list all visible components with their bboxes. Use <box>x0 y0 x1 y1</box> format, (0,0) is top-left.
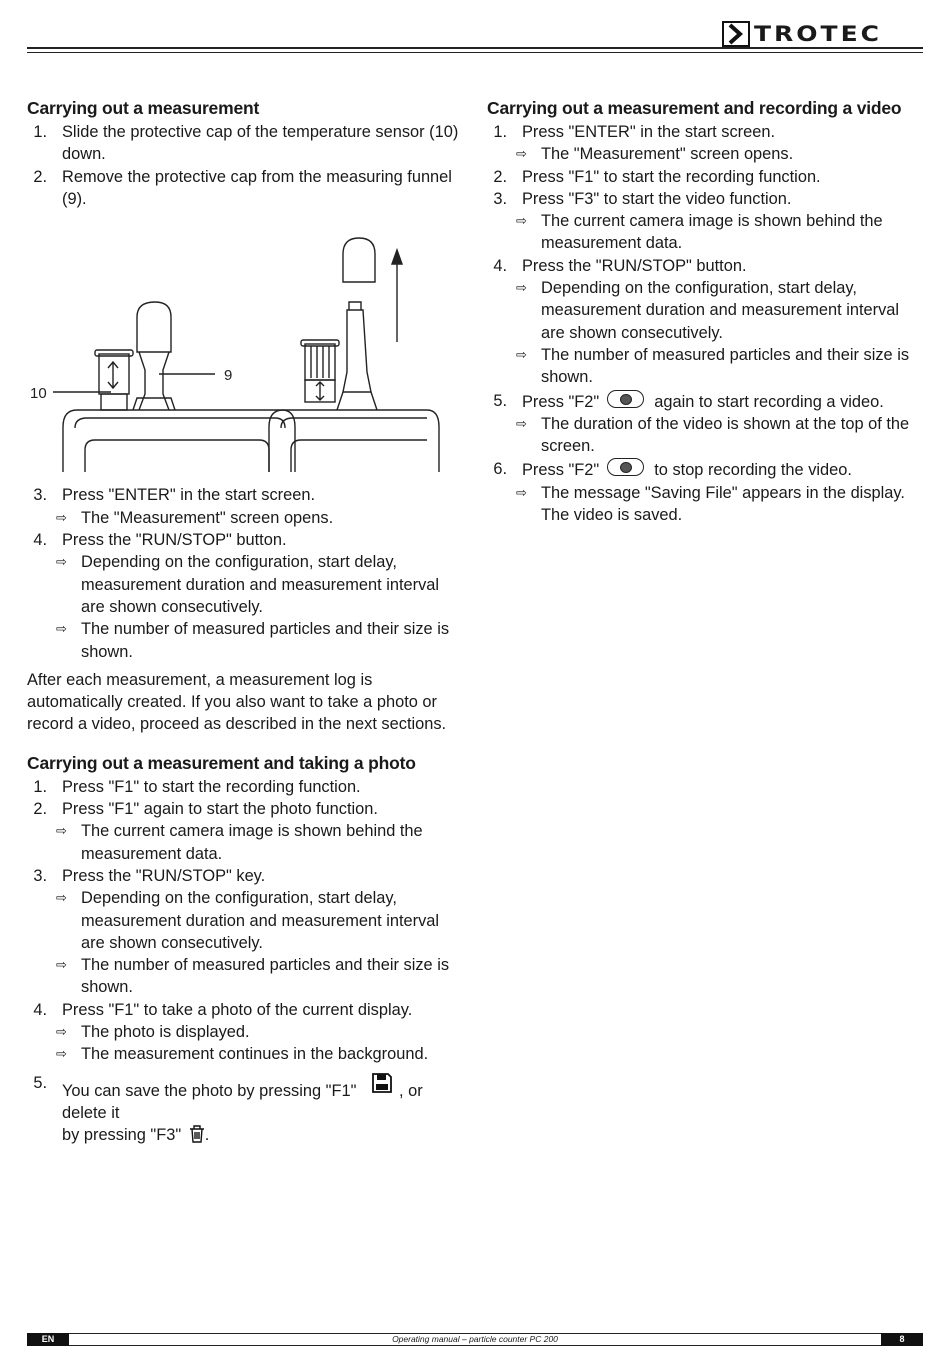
step-number: 4. <box>33 1000 47 1019</box>
arrow-right-outline-icon: ⇨ <box>516 146 527 162</box>
step-text-part: . <box>204 1126 210 1145</box>
result-text: Depending on the configuration, start delay, measurement duration and measurement interval are shown consecutively. <box>81 553 440 616</box>
step-number: 3. <box>493 189 507 208</box>
brand-name: TROTEC <box>754 21 883 46</box>
result-item <box>27 954 467 999</box>
result-text: The number of measured particles and their size is shown. <box>541 345 910 387</box>
result-text: The "Measurement" screen opens. <box>81 508 334 527</box>
record-button-icon <box>607 390 644 408</box>
step-item <box>27 484 467 506</box>
step-number: 1. <box>493 123 507 141</box>
step-item <box>487 166 927 188</box>
arrow-right-outline-icon: ⇨ <box>56 1024 67 1040</box>
arrow-right-outline-icon: ⇨ <box>56 890 67 906</box>
save-disk-icon <box>371 1072 393 1094</box>
step-text: Press "ENTER" in the start screen. <box>62 486 316 505</box>
result-item <box>487 277 927 344</box>
step-number: 5. <box>493 391 507 410</box>
record-button-icon <box>607 458 644 476</box>
step-text: Press the "RUN/STOP" key. <box>62 866 266 885</box>
arrow-right-outline-icon: ⇨ <box>516 484 527 500</box>
body-paragraph: After each measurement, a measurement log is automatically created. If you also want to take a photo or record a video, proceed as described in the next sections. <box>27 670 447 734</box>
step-number: 3. <box>33 486 47 505</box>
step-text: Press "F1" again to start the photo function. <box>62 800 378 819</box>
step-list <box>487 121 927 389</box>
step-item <box>27 776 467 798</box>
arrow-right-outline-icon: ⇨ <box>56 509 67 525</box>
result-item <box>27 1043 467 1065</box>
step-number: 4. <box>33 531 47 550</box>
arrow-right-outline-icon: ⇨ <box>516 280 527 296</box>
left-column <box>27 97 467 1147</box>
result-text: Depending on the configuration, start delay, measurement duration and measurement interval are shown consecutively. <box>541 279 900 342</box>
step-item <box>487 458 927 481</box>
result-text: The photo is displayed. <box>81 1023 250 1042</box>
step-text <box>522 390 927 413</box>
arrow-right-outline-icon: ⇨ <box>516 346 527 362</box>
result-item <box>487 344 927 389</box>
result-text: The number of measured particles and their size is shown. <box>81 956 450 997</box>
result-item <box>487 210 927 255</box>
result-item <box>27 1021 467 1043</box>
trash-icon <box>189 1125 205 1143</box>
trotec-logo <box>722 21 882 47</box>
label-10: 10 <box>30 385 47 403</box>
step-number: 4. <box>493 256 507 275</box>
section-heading: Carrying out a measurement and recording a video <box>487 98 902 118</box>
step-text: Press the "RUN/STOP" button. <box>62 531 287 550</box>
result-item <box>27 618 467 663</box>
step-number: 1. <box>33 777 47 796</box>
result-text: The current camera image is shown behind the measurement data. <box>541 212 883 253</box>
step-text-part: by pressing "F3" <box>62 1126 182 1145</box>
section-heading: Carrying out a measurement and taking a photo <box>27 752 416 773</box>
step-number: 2. <box>33 800 47 819</box>
step-text-part: Press "F2" <box>522 461 600 480</box>
arrow-right-outline-icon: ⇨ <box>516 213 527 229</box>
step-text: Press "F1" to take a photo of the current display. <box>62 1000 413 1019</box>
result-text: The duration of the video is shown at the top of the screen. <box>541 414 910 456</box>
step-item <box>27 121 467 166</box>
step-number: 6. <box>493 460 507 479</box>
footer-language: EN <box>27 1333 69 1346</box>
step-item <box>27 999 467 1021</box>
step-number: 2. <box>33 167 47 186</box>
arrow-right-outline-icon: ⇨ <box>56 957 67 973</box>
step-text: Press the "RUN/STOP" button. <box>522 256 747 275</box>
step-text: Press "ENTER" in the start screen. <box>522 123 776 141</box>
step-text <box>62 1072 467 1147</box>
step-text-part: Press "F2" <box>522 392 600 411</box>
result-item <box>487 413 927 458</box>
step-item <box>487 188 927 210</box>
result-item <box>27 887 467 954</box>
result-item <box>487 143 927 165</box>
step-list <box>27 121 467 210</box>
result-text: Depending on the configuration, start delay, measurement duration and measurement interval are shown consecutively. <box>81 889 440 952</box>
arrow-right-outline-icon: ⇨ <box>56 554 67 570</box>
step-item <box>487 121 927 143</box>
step-item <box>27 865 467 887</box>
step-list <box>27 484 467 662</box>
arrow-right-outline-icon: ⇨ <box>516 415 527 431</box>
step-text: Slide the protective cap of the temperature sensor (10) down. <box>62 123 459 164</box>
result-text: The current camera image is shown behind the measurement data. <box>81 822 423 863</box>
result-item <box>27 551 467 618</box>
step-list <box>27 776 467 1066</box>
step-text-part: , or delete it <box>62 1081 423 1122</box>
result-text: The number of measured particles and their size is shown. <box>81 620 450 661</box>
logo-mark-icon <box>722 21 750 47</box>
arrow-right-outline-icon: ⇨ <box>56 621 67 637</box>
step-text: Remove the protective cap from the measuring funnel (9). <box>62 167 452 208</box>
step-item <box>27 1072 467 1147</box>
step-text-part: to stop recording the video. <box>654 461 852 480</box>
result-text: The measurement continues in the background. <box>81 1045 429 1064</box>
step-item <box>27 166 467 211</box>
step-text-part: You can save the photo by pressing "F1" <box>62 1081 357 1100</box>
result-item <box>27 820 467 865</box>
result-item <box>487 482 927 527</box>
result-item <box>27 507 467 529</box>
arrow-right-outline-icon: ⇨ <box>56 1046 67 1062</box>
page-number: 8 <box>881 1333 923 1346</box>
device-illustration <box>27 222 467 474</box>
header-rule-thin <box>27 52 923 53</box>
result-text: The "Measurement" screen opens. <box>541 145 794 164</box>
right-column <box>487 97 927 526</box>
step-text: Press "F1" to start the recording function. <box>522 167 821 186</box>
step-text: Press "F1" to start the recording function. <box>62 777 361 796</box>
step-text-part: again to start recording a video. <box>654 392 884 411</box>
header-rule <box>27 47 923 49</box>
step-number: 5. <box>33 1073 47 1092</box>
step-item <box>27 529 467 551</box>
label-9: 9 <box>224 367 233 385</box>
step-number: 1. <box>33 123 47 141</box>
step-number: 2. <box>493 167 507 186</box>
footer-title: Operating manual – particle counter PC 200 <box>392 1334 558 1344</box>
step-item <box>487 255 927 277</box>
device-left <box>63 302 295 472</box>
arrow-right-outline-icon: ⇨ <box>56 823 67 839</box>
section-heading: Carrying out a measurement <box>27 98 260 118</box>
step-text: Press "F3" to start the video function. <box>522 189 792 208</box>
step-number: 3. <box>33 866 47 885</box>
step-item <box>487 390 927 413</box>
step-item <box>27 798 467 820</box>
result-text: The message "Saving File" appears in the display. The video is saved. <box>541 483 905 525</box>
step-text <box>522 458 927 481</box>
